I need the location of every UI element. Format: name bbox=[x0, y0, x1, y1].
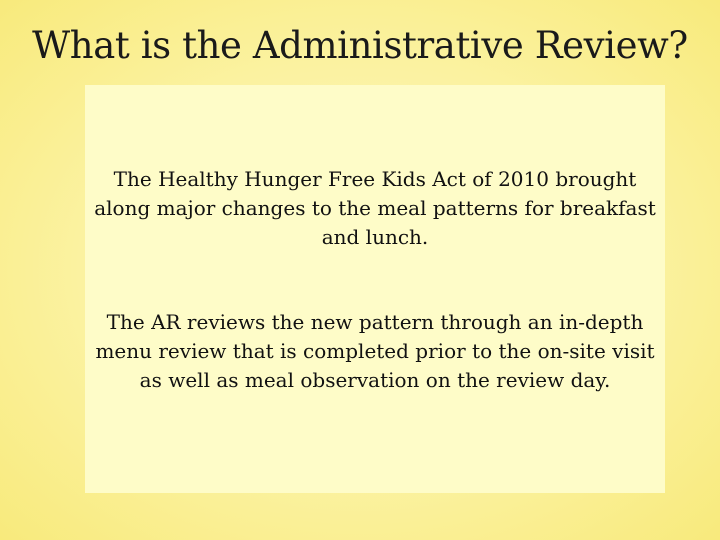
paragraph-ar-review: The AR reviews the new pattern through an in-depth menu review that is completed prior to the on-site visit as well as meal observation on the review day. bbox=[95, 310, 655, 392]
content-box bbox=[85, 85, 665, 493]
slide-title: What is the Administrative Review? bbox=[32, 24, 688, 67]
paragraph-hhfka: The Healthy Hunger Free Kids Act of 2010 brought along major changes to the meal patterns for breakfast and lunch. bbox=[94, 167, 656, 249]
